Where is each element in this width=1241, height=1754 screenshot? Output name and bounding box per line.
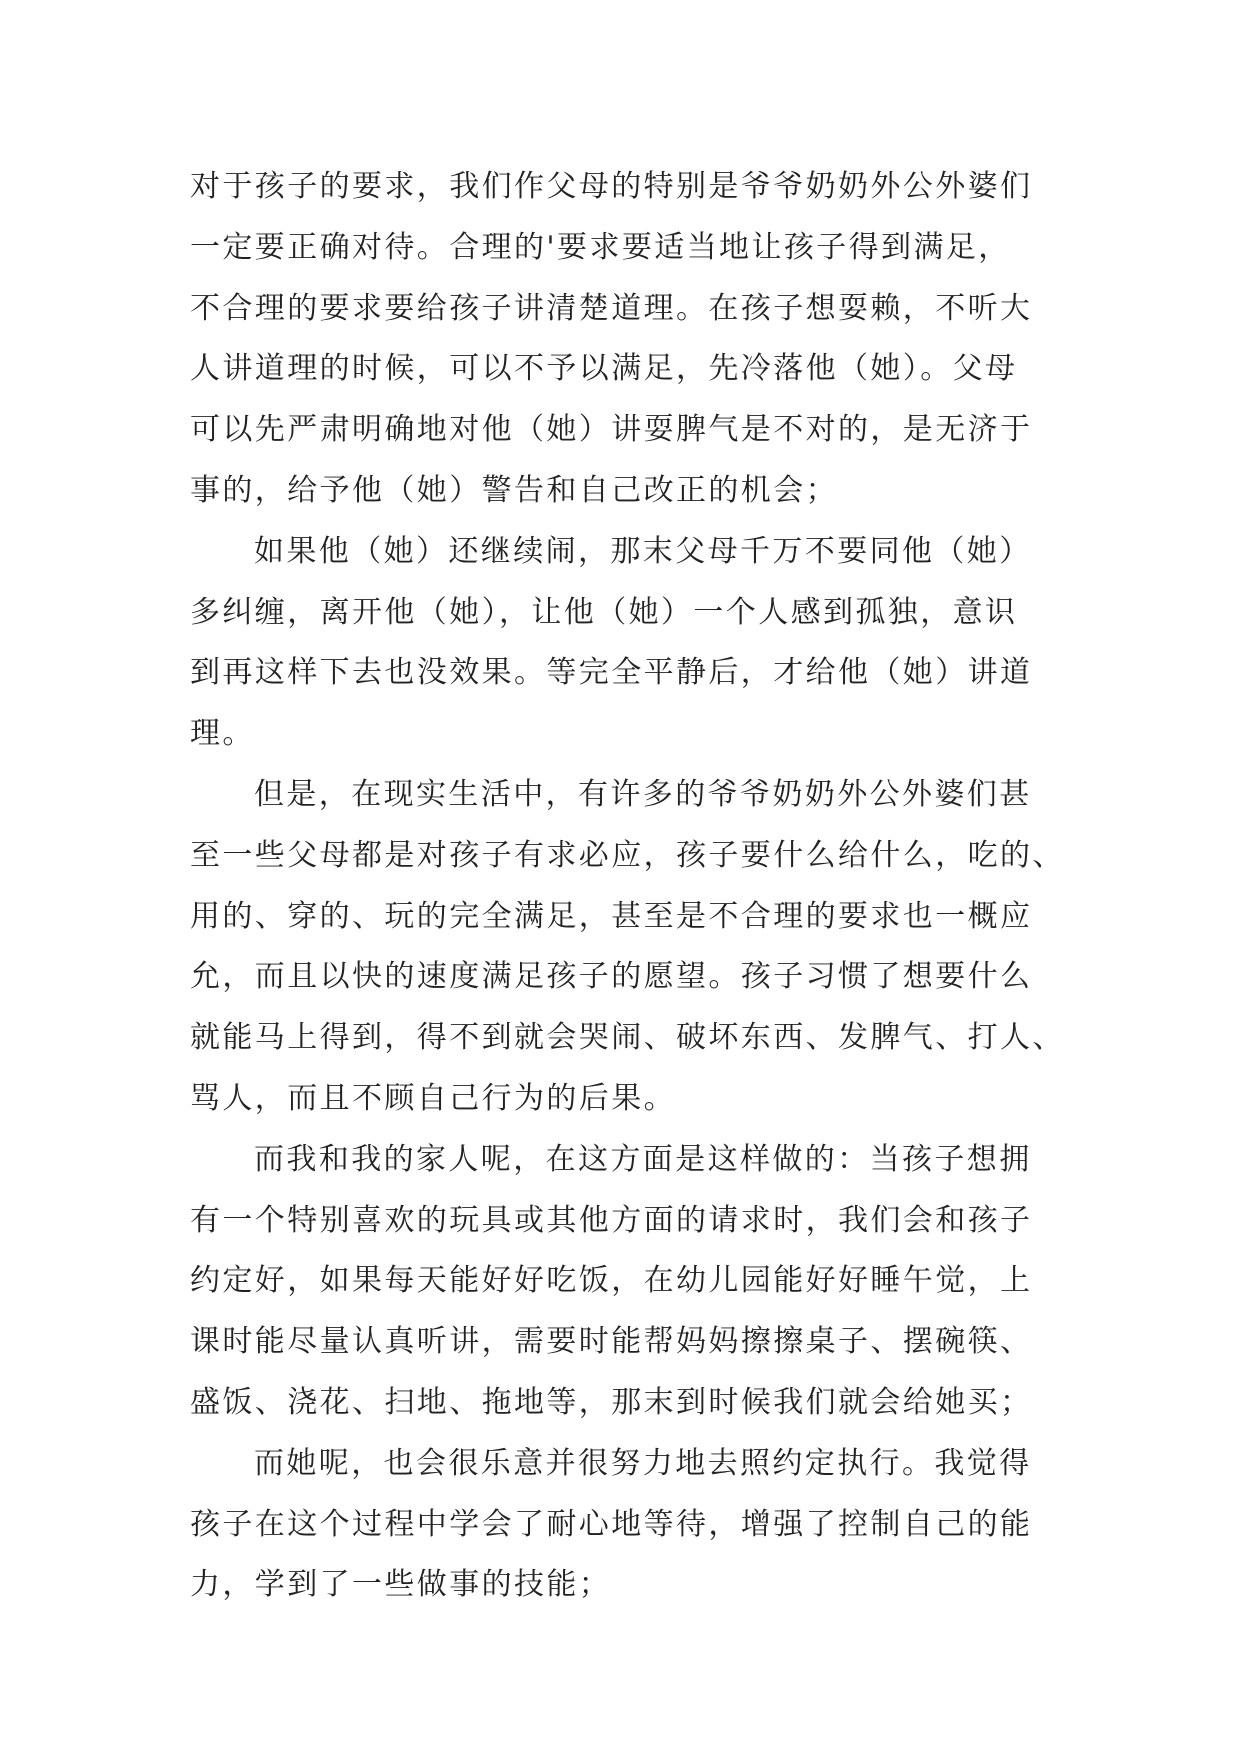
paragraph-3-line-1: 但是，在现实生活中，有许多的爷爷奶奶外公外婆们甚 — [254, 776, 1032, 812]
paragraph-4-line-3: 约定好，如果每天能好好吃饭，在幼儿园能好好睡午觉，上 — [190, 1263, 1033, 1299]
paragraph-1-line-3: 不合理的要求要给孩子讲清楚道理。在孩子想耍赖，不听大 — [190, 290, 1033, 326]
document-body — [190, 157, 1070, 1616]
paragraph-3-line-6: 骂人，而且不顾自己行为的后果。 — [190, 1080, 676, 1116]
paragraph-4-line-4: 课时能尽量认真听讲，需要时能帮妈妈擦擦桌子、摆碗筷、 — [190, 1324, 1033, 1360]
paragraph-2-line-3: 到再这样下去也没效果。等完全平静后，才给他（她）讲道 — [190, 655, 1033, 691]
paragraph-5-line-3: 力，学到了一些做事的技能； — [190, 1567, 612, 1603]
paragraph-1-line-5: 可以先严肃明确地对他（她）讲耍脾气是不对的，是无济于 — [190, 412, 1033, 448]
paragraph-1-line-1: 对于孩子的要求，我们作父母的特别是爷爷奶奶外公外婆们 — [190, 169, 1033, 204]
paragraph-2-line-1: 如果他（她）还继续闹，那末父母千万不要同他（她） — [254, 533, 1032, 569]
paragraph-5-line-1: 而她呢，也会很乐意并很努力地去照约定执行。我觉得 — [254, 1445, 1032, 1481]
paragraph-4-line-5: 盛饭、浇花、扫地、拖地等，那末到时候我们就会给她买； — [190, 1384, 1033, 1420]
paragraph-3-line-2: 至一些父母都是对孩子有求必应，孩子要什么给什么，吃的、 — [190, 837, 1065, 873]
paragraph-1-line-2: 一定要正确对待。合理的'要求要适当地让孩子得到满足， — [190, 229, 1011, 265]
paragraph-3-line-4: 允，而且以快的速度满足孩子的愿望。孩子习惯了想要什么 — [190, 959, 1033, 995]
paragraph-4-line-2: 有一个特别喜欢的玩具或其他方面的请求时，我们会和孩子 — [190, 1202, 1033, 1238]
paragraph-3-line-3: 用的、穿的、玩的完全满足，甚至是不合理的要求也一概应 — [190, 898, 1033, 934]
paragraph-4-line-1: 而我和我的家人呢，在这方面是这样做的：当孩子想拥 — [254, 1141, 1032, 1177]
paragraph-5-line-2: 孩子在这个过程中学会了耐心地等待，增强了控制自己的能 — [190, 1506, 1033, 1542]
paragraph-3-line-5: 就能马上得到，得不到就会哭闹、破坏东西、发脾气、打人、 — [190, 1020, 1065, 1056]
paragraph-1-line-6: 事的，给予他（她）警告和自己改正的机会； — [190, 472, 838, 508]
paragraph-2-line-2: 多纠缠，离开他（她），让他（她）一个人感到孤独，意识 — [190, 594, 1018, 630]
paragraph-2-line-4: 理。 — [190, 716, 255, 752]
paragraph-1-line-4: 人讲道理的时候，可以不予以满足，先冷落他（她）。父母 — [190, 351, 1018, 387]
